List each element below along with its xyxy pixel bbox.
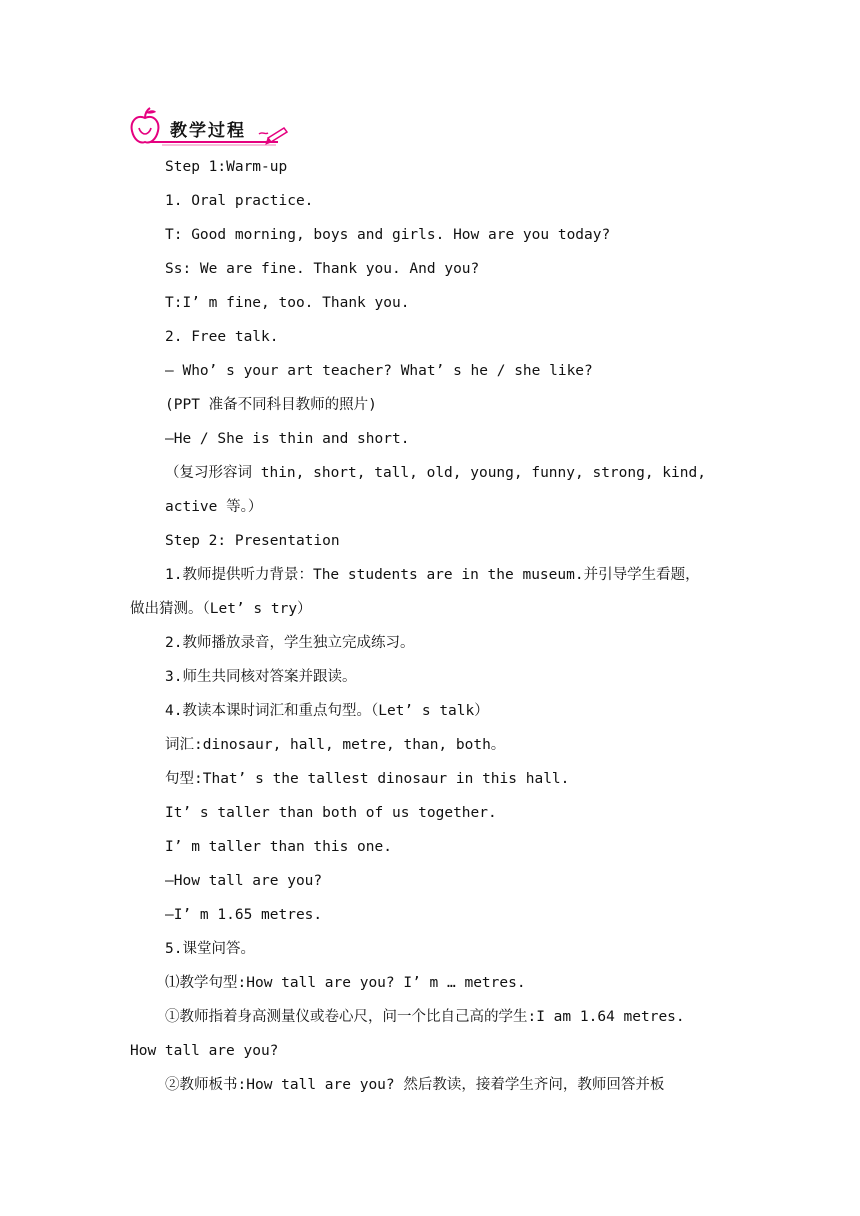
- lesson-body: [130, 156, 735, 1108]
- text-line: — Who’ s your art teacher? What’ s he / she like?: [165, 363, 593, 379]
- text-line: Ss: We are fine. Thank you. And you?: [165, 261, 480, 277]
- section-title: 教学过程: [170, 121, 246, 141]
- text-line: —I’ m 1.65 metres.: [165, 907, 323, 923]
- text-line: 5.课堂问答。: [165, 941, 255, 957]
- text-line: 3.师生共同核对答案并跟读。: [165, 669, 357, 685]
- text-line: T:I’ m fine, too. Thank you.: [165, 295, 410, 311]
- text-line: How tall are you?: [130, 1043, 279, 1059]
- text-line: 1. Oral practice.: [165, 193, 314, 209]
- text-line: It’ s taller than both of us together.: [165, 805, 497, 821]
- text-line: 2.教师播放录音，学生独立完成练习。: [165, 635, 415, 651]
- text-line: T: Good morning, boys and girls. How are you today?: [165, 227, 611, 243]
- text-line: ②教师板书:How tall are you? 然后教读，接着学生齐问，教师回答并板: [165, 1077, 665, 1093]
- text-line: 词汇:dinosaur, hall, metre, than, both。: [165, 737, 506, 753]
- text-line: Step 1:Warm-up: [165, 159, 288, 175]
- text-line: ①教师指着身高测量仪或卷心尺，问一个比自己高的学生:I am 1.64 metres.: [165, 1009, 685, 1025]
- text-line: ⑴教学句型:How tall are you? I’ m … metres.: [165, 975, 526, 991]
- text-line: I’ m taller than this one.: [165, 839, 392, 855]
- text-line: 2. Free talk.: [165, 329, 279, 345]
- text-line: active 等。）: [165, 499, 263, 515]
- text-line: 4.教读本课时词汇和重点句型。（Let’ s talk）: [165, 703, 489, 719]
- text-line: 1.教师提供听力背景：The students are in the museum.并引导学生看题，: [165, 567, 700, 583]
- text-line: 做出猜测。（Let’ s try）: [130, 601, 312, 617]
- text-line: —He / She is thin and short.: [165, 431, 410, 447]
- text-line: —How tall are you?: [165, 873, 323, 889]
- text-line: Step 2: Presentation: [165, 533, 340, 549]
- section-header: [128, 104, 290, 150]
- text-line: (PPT 准备不同科目教师的照片): [165, 397, 377, 413]
- text-line: （复习形容词 thin, short, tall, old, young, funny, strong, kind,: [165, 465, 706, 481]
- text-line: 句型:That’ s the tallest dinosaur in this hall.: [165, 771, 570, 787]
